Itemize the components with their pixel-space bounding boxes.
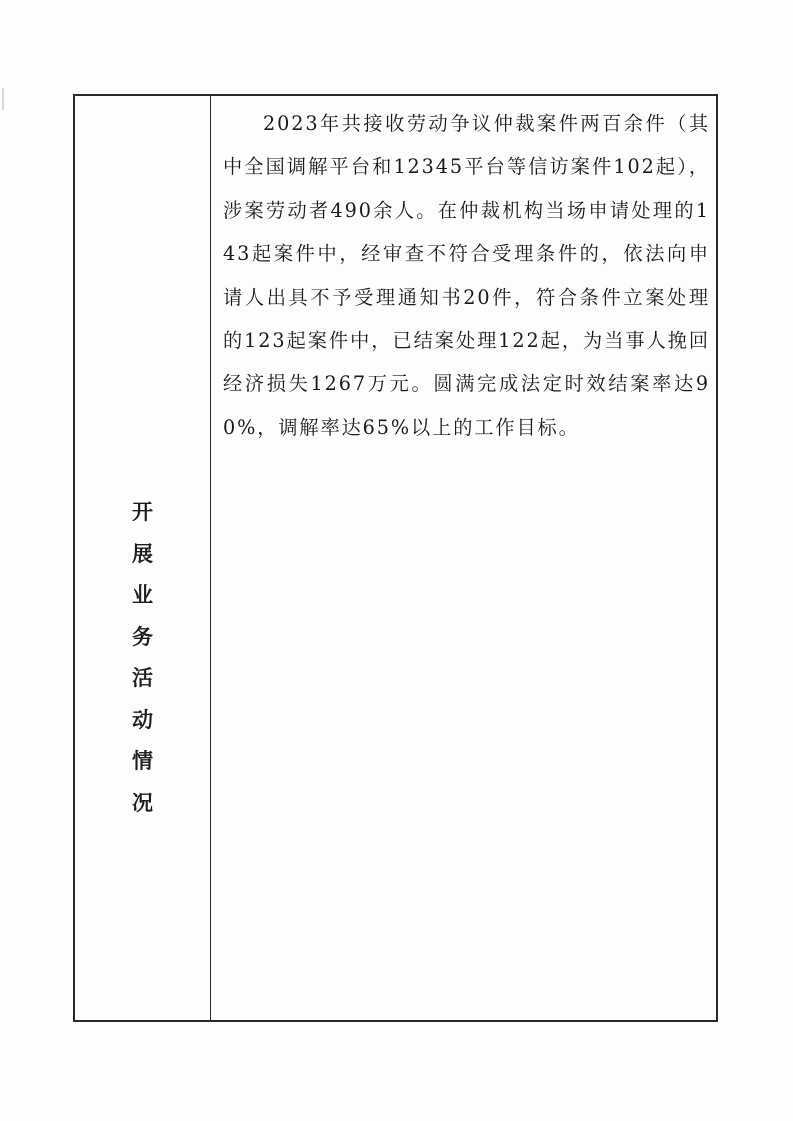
section-label: [75, 492, 210, 824]
section-label-char: 活: [132, 666, 153, 690]
section-label-char: 业: [132, 583, 153, 607]
section-label-char: 开: [132, 500, 153, 524]
section-content-cell: [211, 96, 716, 1020]
section-label-char: 展: [132, 541, 153, 566]
section-label-char: 动: [132, 707, 153, 732]
section-label-char: 情: [132, 749, 153, 773]
section-content-paragraph: 2023年共接收劳动争议仲裁案件两百余件（其中全国调解平台和12345平台等信访案件102起），涉案劳动者490余人。在仲裁机构当场申请处理的143起案件中，经审查不符合受理条件的，依法向申请人出具不予受理通知书20件，符合条件立案处理的123起案件中，已结案处理122起，为当事人挽回经济损失1267万元。圆满完成法定时效结案率达90%，调解率达65%以上的工作目标。: [223, 112, 710, 439]
activity-table: [73, 94, 718, 1022]
section-label-char: 务: [132, 624, 153, 649]
section-label-cell: [75, 96, 211, 1020]
scan-mark: [2, 88, 4, 110]
section-label-char: 况: [132, 790, 153, 815]
